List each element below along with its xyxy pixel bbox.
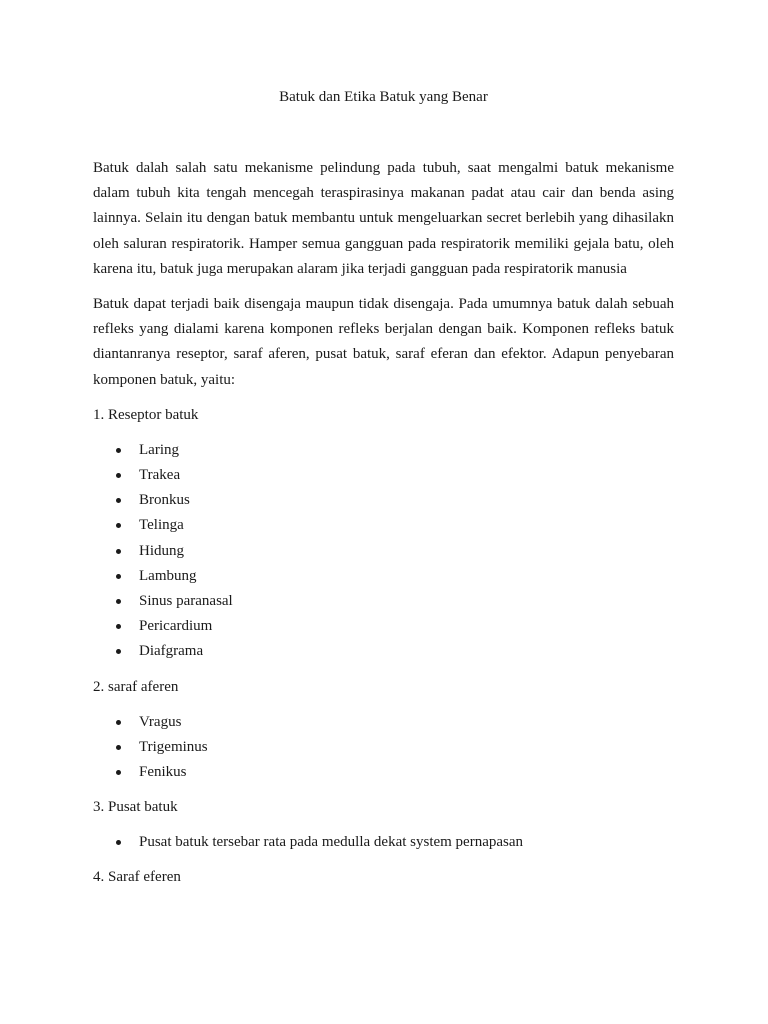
- list-item-text: Pusat batuk tersebar rata pada medulla dekat system pernapasan: [139, 834, 524, 851]
- list-item-text: Vragus: [139, 713, 182, 730]
- section-heading: 1. Reseptor batuk: [93, 406, 199, 423]
- section-heading: 3. Pusat batuk: [93, 799, 178, 816]
- list-item-text: Trakea: [139, 467, 181, 484]
- bullet-icon: [116, 745, 121, 750]
- bullet-list: [93, 710, 674, 786]
- bullet-icon: [116, 498, 121, 503]
- bullet-icon: [116, 574, 121, 579]
- list-item-text: Fenikus: [139, 764, 187, 781]
- list-item-text: Lambung: [139, 567, 197, 584]
- bullet-icon: [116, 770, 121, 775]
- bullet-icon: [116, 599, 121, 604]
- document-title: Batuk dan Etika Batuk yang Benar: [279, 89, 488, 105]
- list-item-text: Diafgrama: [139, 643, 204, 660]
- list-item: [93, 513, 674, 538]
- bullet-list: [93, 830, 674, 855]
- bullet-icon: [116, 720, 121, 725]
- list-item: [93, 710, 674, 735]
- bullet-icon: [116, 473, 121, 478]
- list-item-text: Sinus paranasal: [139, 593, 233, 610]
- bullet-icon: [116, 840, 121, 845]
- list-item: [93, 539, 674, 564]
- section-reseptor-batuk: [93, 403, 674, 665]
- list-item: [93, 488, 674, 513]
- list-item: [93, 760, 674, 785]
- paragraph-intro: Batuk dalah salah satu mekanisme pelindung pada tubuh, saat mengalmi batuk mekanisme dalam tubuh kita tengah mencegah teraspirasinya makanan padat atau cair dan benda asing lainnya. Selain itu dengan batuk membantu untuk mengeluarkan secret berlebih yang dihasilakn oleh saluran respiratorik. Hamper semua gangguan pada respiratorik memiliki gejala batu, oleh karena itu, batuk juga merupakan alaram jika terjadi gangguan pada respiratorik manusia: [93, 160, 674, 277]
- bullet-icon: [116, 624, 121, 629]
- list-item-text: Pericardium: [139, 618, 213, 635]
- section-pusat-batuk: [93, 795, 674, 855]
- paragraph-reflex: Batuk dapat terjadi baik disengaja maupun tidak disengaja. Pada umumnya batuk dalah sebuah refleks yang dialami karena komponen refleks berjalan dengan baik. Komponen refleks batuk diantanranya reseptor, saraf aferen, pusat batuk, saraf eferan dan efektor. Adapun penyebaran komponen batuk, yaitu:: [93, 296, 674, 388]
- list-item: [93, 564, 674, 589]
- list-item: [93, 735, 674, 760]
- section-heading: 4. Saraf eferen: [93, 869, 181, 886]
- bullet-icon: [116, 448, 121, 453]
- list-item-text: Bronkus: [139, 492, 190, 509]
- list-item: [93, 614, 674, 639]
- list-item: [93, 830, 674, 855]
- list-item-text: Laring: [139, 441, 179, 458]
- bullet-list: [93, 438, 674, 665]
- section-saraf-eferen: [93, 865, 674, 890]
- list-item-text: Telinga: [139, 517, 184, 534]
- list-item-text: Trigeminus: [139, 738, 208, 755]
- section-heading: 2. saraf aferen: [93, 678, 179, 695]
- list-item: [93, 589, 674, 614]
- bullet-icon: [116, 549, 121, 554]
- section-saraf-aferen: [93, 675, 674, 786]
- list-item: [93, 639, 674, 664]
- list-item: [93, 463, 674, 488]
- bullet-icon: [116, 523, 121, 528]
- bullet-icon: [116, 649, 121, 654]
- list-item-text: Hidung: [139, 542, 184, 559]
- list-item: [93, 438, 674, 463]
